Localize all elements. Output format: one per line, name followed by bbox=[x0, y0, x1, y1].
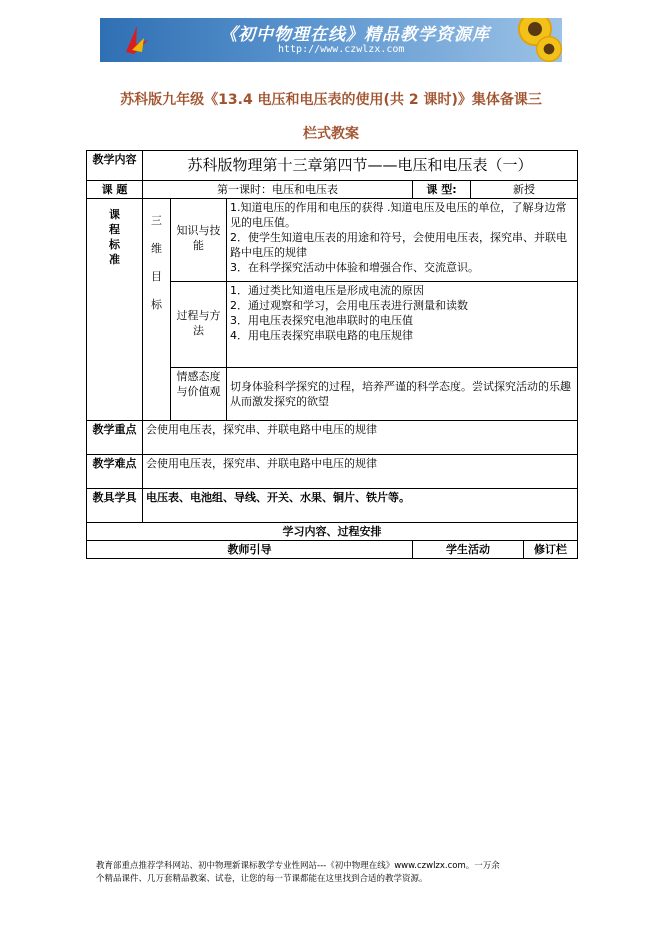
col-revise: 修订栏 bbox=[524, 541, 578, 559]
attitude-label: 情感态度与价值观 bbox=[171, 368, 227, 421]
process-item: 3．用电压表探究电池串联时的电压值 bbox=[230, 314, 413, 327]
attitude-value: 切身体验科学探究的过程，培养严谨的科学态度。尝试探究活动的乐趣从而激发探究的欲望 bbox=[227, 368, 578, 421]
content-label: 教学内容 bbox=[87, 151, 143, 181]
standard-char: 标 bbox=[109, 238, 120, 251]
header-banner bbox=[100, 18, 562, 62]
difficulty-label: 教学难点 bbox=[87, 455, 143, 489]
doc-title-line1: 苏科版九年级《13.4 电压和电压表的使用(共 2 课时)》集体备课三 bbox=[120, 92, 542, 108]
three-dim-label bbox=[143, 199, 171, 421]
sunflower-icon bbox=[536, 36, 562, 62]
footer-note bbox=[96, 860, 576, 886]
knowledge-label: 知识与技能 bbox=[171, 199, 227, 282]
knowledge-item: 3．在科学探究活动中体验和增强合作、交流意识。 bbox=[230, 261, 479, 274]
standard-char: 准 bbox=[109, 253, 120, 266]
type-label: 课 型: bbox=[413, 181, 471, 199]
three-dim-char: 目 bbox=[151, 270, 162, 283]
process-cell bbox=[227, 282, 578, 368]
footer-line: 个精品课件、几万套精品教案、试卷，让您的每一节课都能在这里找到合适的教学资源。 bbox=[96, 874, 428, 884]
process-item: 2．通过观察和学习，会用电压表进行测量和读数 bbox=[230, 299, 468, 312]
col-teacher: 教师引导 bbox=[87, 541, 413, 559]
type-value: 新授 bbox=[471, 181, 578, 199]
three-dim-char: 维 bbox=[151, 242, 162, 255]
knowledge-item: 1.知道电压的作用和电压的获得 .知道电压及电压的单位，了解身边常见的电压值。 bbox=[230, 201, 567, 229]
three-dim-char: 三 bbox=[151, 214, 162, 227]
doc-title-line2: 栏式教案 bbox=[303, 126, 359, 142]
content-value: 苏科版物理第十三章第四节——电压和电压表（一） bbox=[143, 151, 578, 181]
process-item: 1．通过类比知道电压是形成电流的原因 bbox=[230, 284, 424, 297]
process-label: 过程与方法 bbox=[171, 282, 227, 368]
standard-char: 课 bbox=[109, 208, 120, 221]
tools-value: 电压表、电池组、导线、开关、水果、铜片、铁片等。 bbox=[143, 489, 578, 523]
difficulty-value: 会使用电压表，探究串、并联电路中电压的规律 bbox=[143, 455, 578, 489]
standard-label bbox=[87, 199, 143, 421]
knowledge-cell bbox=[227, 199, 578, 282]
tools-label: 教具学具 bbox=[87, 489, 143, 523]
process-header: 学习内容、过程安排 bbox=[87, 523, 578, 541]
knowledge-item: 2．使学生知道电压表的用途和符号，会使用电压表，探究串、并联电路中电压的规律 bbox=[230, 231, 567, 259]
topic-value: 第一课时：电压和电压表 bbox=[143, 181, 413, 199]
process-item: 4．用电压表探究串联电路的电压规律 bbox=[230, 329, 413, 342]
key-value: 会使用电压表，探究串、并联电路中电压的规律 bbox=[143, 421, 578, 455]
banner-title: 《初中物理在线》精品教学资源库 bbox=[220, 25, 490, 45]
three-dim-char: 标 bbox=[151, 298, 162, 311]
standard-char: 程 bbox=[109, 223, 120, 236]
lesson-plan-table bbox=[86, 150, 578, 559]
footer-line: 教育部重点推荐学科网站、初中物理新课标教学专业性网站---《初中物理在线》www.czwlzx.com。一万余 bbox=[96, 861, 500, 871]
banner-url: http://www.czwlzx.com bbox=[278, 44, 405, 55]
topic-label: 课 题 bbox=[87, 181, 143, 199]
site-logo-icon bbox=[122, 24, 152, 56]
key-label: 教学重点 bbox=[87, 421, 143, 455]
col-student: 学生活动 bbox=[413, 541, 524, 559]
